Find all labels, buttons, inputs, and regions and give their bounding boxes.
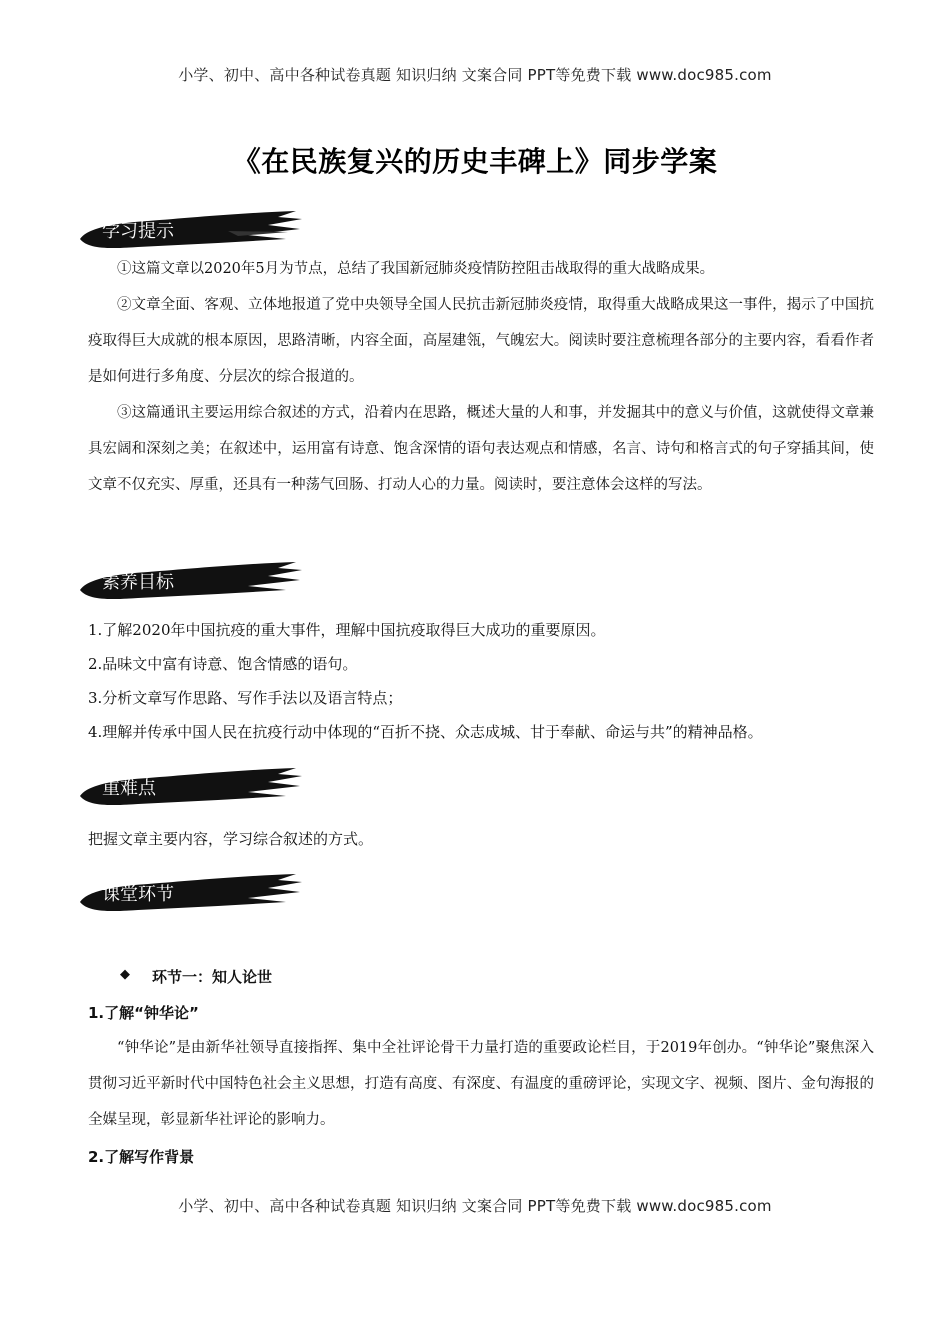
page-title: 《在民族复兴的历史丰碑上》同步学案 [232,145,718,178]
goal-item: 4.理解并传承中国人民在抗疫行动中体现的“百折不挠、众志成城、甘于奉献、命运与共”的精神品格。 [88,723,763,741]
tips-paragraph-1: ①这篇文章以2020年5月为节点，总结了我国新冠肺炎疫情防控阻击战取得的重大战略成果。 [117,261,715,277]
tips-paragraph-3: ③这篇通讯主要运用综合叙述的方式，沿着内在思路，概述大量的人和事，并发掘其中的意义与价值，这就使得文章兼具宏阔和深刻之美；在叙述中，运用富有诗意、饱含深情的语句表达观点和情感，名言、诗句和格言式的句子穿插其间，使文章不仅充实、厚重，还具有一种荡气回肠、打动人心的力量。阅读时，要注意体会这样的写法。 [88,405,874,493]
tips-paragraph-2: ②文章全面、客观、立体地报道了党中央领导全国人民抗击新冠肺炎疫情，取得重大战略成果这一事件，揭示了中国抗疫取得巨大成就的根本原因，思路清晰，内容全面，高屋建瓴，气魄宏大。阅读时要注意梳理各部分的主要内容，看看作者是如何进行多角度、分层次的综合报道的。 [88,297,874,385]
section-label: 素养目标 [102,572,174,593]
subheading-background: 2.了解写作背景 [88,1148,195,1166]
page-header: 小学、初中、高中各种试卷真题 知识归纳 文案合同 PPT等免费下载 www.doc985.com [178,66,772,84]
key-points-text: 把握文章主要内容，学习综合叙述的方式。 [88,830,374,848]
section-heading-goals [78,560,303,604]
goal-item: 1.了解2020年中国抗疫的重大事件，理解中国抗疫取得巨大成功的重要原因。 [88,621,606,639]
section-label: 课堂环节 [102,884,174,905]
section-label: 重难点 [102,778,156,799]
section-heading-class [78,872,303,916]
class-step-heading: 环节一：知人论世 [152,968,273,986]
section-label: 学习提示 [102,221,174,242]
subheading-zhonghualun: 1.了解“钟华论” [88,1004,199,1022]
section-heading-key [78,766,303,810]
diamond-bullet-icon: ◆ [120,967,130,982]
goal-item: 2.品味文中富有诗意、饱含情感的语句。 [88,655,358,673]
zhonghualun-paragraph: “钟华论”是由新华社领导直接指挥、集中全社评论骨干力量打造的重要政论栏目，于2019年创办。“钟华论”聚焦深入贯彻习近平新时代中国特色社会主义思想，打造有高度、有深度、有温度的重磅评论，实现文字、视频、图片、金句海报的全媒呈现，彰显新华社评论的影响力。 [88,1040,874,1128]
page-footer: 小学、初中、高中各种试卷真题 知识归纳 文案合同 PPT等免费下载 www.doc985.com [178,1197,772,1215]
goal-item: 3.分析文章写作思路、写作手法以及语言特点； [88,689,403,707]
section-heading-tips [78,209,303,253]
